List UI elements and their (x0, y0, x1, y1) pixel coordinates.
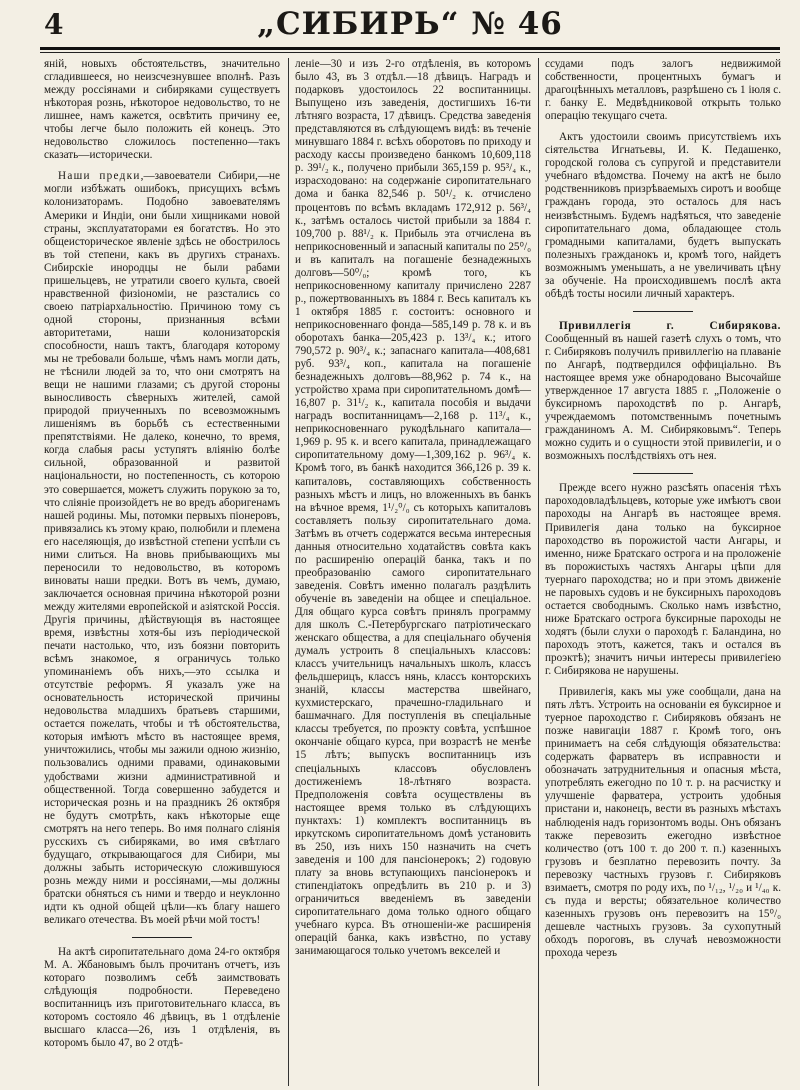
paragraph: яній, новыхъ обстоятельствъ, значительно сгладившееся, но неизсчезнувшее вполнѣ. Разъ между россіянами и сибиряками существуетъ нѣкоторая рознь, нѣкоторое недовольство, то не лишнее, намъ кажется, освѣтить причину ее, чтобы легче было положить ей конецъ. Это недовольство сложилось постепенно—такъ сказать—исторически. (44, 58, 280, 162)
column-3 (545, 58, 781, 1084)
article-separator (633, 473, 693, 474)
article-separator (132, 937, 192, 938)
column-divider-2 (538, 58, 539, 1086)
paragraph-body: Сообщенный въ нашей газетѣ слухъ о томъ, что г. Сибиряковъ получилъ привиллегію на плаваніе по Ангарѣ, подтвердился оффиціально. Въ настоящее время уже обнародовано Высочайше утвержденное 17 августа 1885 г. „Положеніе о буксирномъ пароходствѣ по р. Ангарѣ, учреждаемомъ потомственнымъ почетнымъ гражданиномъ А. М. Сибиряковымъ“. Теперь можно судить и о сущности этой привилегіи, и о возможныхъ послѣдствіяхъ отъ нея. (545, 332, 781, 463)
paragraph-body: ,—завоеватели Сибири,—не могли избѣжать ошибокъ, присущихъ всѣмъ колонизаторамъ. Подобно завоевателямъ Америки и Индіи, они были хищниками новой страны, эксплуататорами ея богатствъ. Но это общеисторическое явленіе здѣсь не обострилось въ той степени, какъ въ другихъ странахъ. Сибирскіе инородцы не были рабами пришельцевъ, не утратили своего культа, своей нравственной физіономіи, не разстались со своею патріархальностію. Причиною тому съ одной стороны, признанныя всѣми авторитетами, наши колонизаторскія способности, нашъ тактъ, благодаря которому мы не требовали больше, чѣмъ намъ могли дать, не тѣснили людей за то, что они смотрятъ на вещи не нашими глазами; съ другой стороны выносливость сѣверныхъ жителей, самой природой приученныхъ по всевозможнымъ лишеніямъ въ борьбѣ съ естественными препятствіями. Не далеко, конечно, то время, когда слабыя расы уступятъ вліянію болѣе сильной, образованной и развитой національности, но постепенность, съ которою это совершается, можетъ служить порукою за то, что сліяніе произойдетъ не во вредъ аборигенамъ нашей родины. Мы, потомки первыхъ піонеровъ, привязались къ этому краю, полюбили и племена его населяющія, до извѣстной степени успѣли съ ними слиться. На вновь прибывающихъ мы переносили то недовольство, въ которомъ виноваты наши предки. Вотъ въ чемъ, думаю, заключается основная причина нѣкоторой розни между жителями европейской и азіятской Россія. Другія причины, дѣйствующія въ настоящее время, извѣстны хотя-бы изъ періодической печати настолько, что, изъ боязни повторить всѣмъ знакомое, я ограничусь только упоминаніемъ объ нихъ,—это ссылка и отсутствіе реформъ. Я указалъ уже на основательность исторической причины недовольства младшихъ братьевъ старшими, остается пожелать, чтобы и тѣ обстоятельства, которыя имѣютъ мѣсто въ настоящее время, уничтожились, чтобы мы зажили одною жизнію, пользовались одними правами, одинаковыми удобствами жизни административной и общественной. Тогда совершенно забудется и историческая рознь и на праздникъ 26 октября не будутъ смотрѣть, какъ нѣкоторые еще смотрятъ на него теперь. Во имя полнаго сліянія русскихъ съ сибиряками, во имя свѣтлаго будущаго, открывающагося для Сибири, мы должны забыть историческую сложившуюся рознь между ними и россіянами,—мы должны братски обняться съ ними и твердо и неуклонно идти къ одной общей цѣли—къ благу нашего великаго отечества. Въ моей рѣчи мой тостъ! (44, 170, 280, 927)
paragraph: Прежде всего нужно разсѣять опасенія тѣхъ пароходовладѣльцевъ, которые уже имѣютъ свои пароходы на Ангарѣ въ настоящее время. Привилегія дана только на буксирное пароходство въ порожистой части Ангары, и именно, ниже Братскаго острога и на проложеніе въ порожистыхъ частяхъ Ангары цѣпи для туернаго пароходства; но и при этомъ движеніе не паровыхъ судовъ и не буксирныхъ пароходовъ остается свободнымъ. Сколько намъ извѣстно, ниже Братскаго острога буксирные пароходы не ходятъ (были слухи о пароходѣ г. Баландина, но пароходъ этотъ, кажется, такъ и остался въ проэктѣ); значитъ ничьи интересы привилегіею г. Сибирякова не нарушены. (545, 482, 781, 678)
paragraph: На актѣ сиропитательнаго дома 24-го октября М. А. Жбановымъ былъ прочитанъ отчетъ, изъ котораго позволимъ себѣ заимствовать слѣдующія подробности. Переведено воспитанницъ изъ приготовительнаго класса, въ которомъ состояло 46 дѣвицъ, въ 1 отдѣленіе высшаго класса—26, изъ 1 отдѣленія, въ которомъ было 47, во 2 отдѣ- (44, 946, 280, 1050)
page-number: 4 (44, 8, 64, 41)
column-2 (295, 58, 531, 1084)
paragraph: Актъ удостоили своимъ присутствіемъ ихъ сіятельства Игнатьевы, И. К. Педашенко, городской голова съ супругой и представители учебнаго вѣдомства. Почему на актѣ не было родственниковъ призрѣваемыхъ сиротъ и вообще гражданъ города, это осталось для насъ неизвѣстнымъ. Будемъ надѣяться, что заведеніе сиропитательнаго дома, обладающее столь громадными капиталами, будетъ выпускать полезныхъ гражданокъ и, кромѣ того, найдетъ возможнымъ уменьшать, а не увеличивать цѣну за обученіе. На происходившемъ послѣ акта обѣдѣ тосты носили личный характеръ. (545, 131, 781, 300)
paragraph: Привилегія, какъ мы уже сообщали, дана на пять лѣтъ. Устроить на основаніи ея буксирное и туерное пароходство г. Сибиряковъ обязанъ не позже навигаціи 1887 г. Кромѣ того, онъ принимаетъ на себя слѣдующія обязательства: содержать фарватеръ въ исправности и обозначать затруднительныя и опасныя мѣста, употреблять ежегодно по 10 т. р. на расчистку и улучшеніе фарватера, устроить удобныя пристани и, наконецъ, вести въ разныхъ мѣстахъ наблюденія надъ горизонтомъ воды. Онъ обязанъ также перевозить ежегодно извѣстное количество (отъ 100 т. до 200 т. п.) казенныхъ грузовъ и безплатно перевозить почту. За перевозку частныхъ грузовъ г. Сибиряковъ взимаетъ, смотря по роду ихъ, по ¹/₁₂, ¹/₂₀ и ¹/₄₀ к. съ пуда и версты; обязательное количество казенныхъ грузовъ онъ перевозитъ на 15⁰/₀ дешевле частныхъ грузовъ. За сухопутный обходъ пороговъ, въ случаѣ невозможности прохода черезъ (545, 686, 781, 959)
newspaper-title: „СИБИРЬ“ № 46 (257, 6, 563, 42)
paragraph: леніе—30 и изъ 2-го отдѣленія, въ которомъ было 43, въ 3 отдѣл.—18 дѣвицъ. Наградъ и подарковъ удостоилось 22 воспитанницы. Выпущено изъ заведенія, достигшихъ 16-ти лѣтняго возраста, 17 дѣвицъ. Средства заведенія представляются въ слѣдующемъ видѣ: въ теченіе минувшаго 1884 г. всѣхъ оборотовъ по приходу и расходу кассы произведено банкомъ 10,609,118 р. 39¹/₂ к., получено прибыли 365,159 р. 95³/₄ к., израсходовано: на содержаніе сиропитательнаго дома и банка 82,546 р. 50¹/₂ к. отчислено процентовъ по всѣмъ вкладамъ 172,912 р. 56³/₄ к., затѣмъ осталось чистой прибыли за 1884 г. 109,700 р. 88¹/₂ к. Прибыль эта отчислена въ неприкосновенный и запасный капиталы по 25⁰/₀ и въ капиталъ на погашеніе безнадежныхъ долговъ—50⁰/₀; кромѣ того, къ неприкосновенному капиталу причислено 2287 р., пожертвованныхъ въ 1884 г. Весь капиталъ къ 1 октября 1885 г. состоитъ: основного и неприкосновеннаго фонда—585,149 р. 78 к. и въ оборотахъ банка—205,423 р. 13³/₄ к.; итого 790,572 р. 90³/₄ к.; запаснаго капитала—408,681 руб. 93³/₄ коп., капитала на погашеніе безнадежныхъ долговъ—88,962 р. 74 к., на устройство храма при сиропитательномъ домѣ—16,807 р. 31¹/₂ к., капитала пособія и выдачи наградъ воспитанницамъ—2,168 р. 11³/₄ к., неприкосновеннаго рукодѣльнаго капитала—1,969 р. 95 к. и всего капитала, принадлежащаго сиропитательному дому—1,309,162 р. 96³/₄ к. Кромѣ того, въ банкѣ находится 366,126 р. 39 к. капиталовъ, составляющихъ собственность разныхъ мѣстъ и лицъ, но вложенныхъ въ банкъ на вѣчное время, 1¹/₂⁰/₀ съ которыхъ капиталовъ составляетъ пользу сиропитательнаго дома. Затѣмъ въ отчетъ содержатся весьма интересныя данныя относительно ходатайствъ совѣта какъ по расширенію операцій банка, такъ и по преобразованію самого сиропитательнаго заведенія. Совѣтъ именно полагалъ раздѣлить обученіе въ заведеніи на общее и спеціальное. Для общаго курса совѣтъ принялъ программу для школъ С.-Петербургскаго патріотическаго женскаго общества, а для спеціальнаго обученія думалъ устроить 8 спеціальныхъ классовъ: классъ учительницъ начальныхъ школъ, классъ фельдшерицъ, классъ нянь, классъ конторскихъ знаній, классы мастерства швейнаго, кухмистерскаго, прачешно-гладильнаго и башмачнаго. Для поступленія въ спеціальные классы требуется, по проэкту совѣта, успѣшное окончаніе общаго курса, при возрастѣ не менѣе 15 лѣтъ; выпускъ воспитанницъ изъ спеціальныхъ классовъ обусловленъ достиженіемъ 18-лѣтняго возраста. Предположенія совѣта осуществлены въ настоящее время только въ слѣдующихъ пунктахъ: 1) комплектъ воспитанницъ въ иркутскомъ сиропитательномъ домѣ установить въ 250, изъ нихъ 150 назначить на счетъ заведенія и 100 для пансіонерокъ; 2) годовую плату за вновь вступающихъ пансіонерокъ и стипендіатокъ опредѣлить въ 210 р. и 3) ограничиться введеніемъ въ заведеніи сиропитательнаго дома только одного общаго учебнаго курса. Въ отношеніи-же расширенія операцій банка, какъ извѣстно, по уставу занимающагося только учетомъ векселей и (295, 58, 531, 958)
column-divider-1 (288, 58, 289, 1086)
article-separator (633, 311, 693, 312)
paragraph (545, 320, 781, 464)
lead-phrase: Наши предки (58, 170, 141, 183)
article-heading: Привиллегія г. Сибирякова. (559, 319, 781, 332)
paragraph: ссудами подъ залогъ недвижимой собственности, процентныхъ бумагъ и драгоцѣнныхъ металловъ, разрѣшено съ 1 іюля с. г. банку Е. Медвѣдниковой открыть только операцію текущаго счета. (545, 58, 781, 123)
paragraph (44, 170, 280, 927)
header-rule-thick (40, 47, 780, 50)
column-1 (44, 58, 280, 1084)
header-rule-thin (40, 52, 780, 53)
masthead (40, 6, 780, 48)
